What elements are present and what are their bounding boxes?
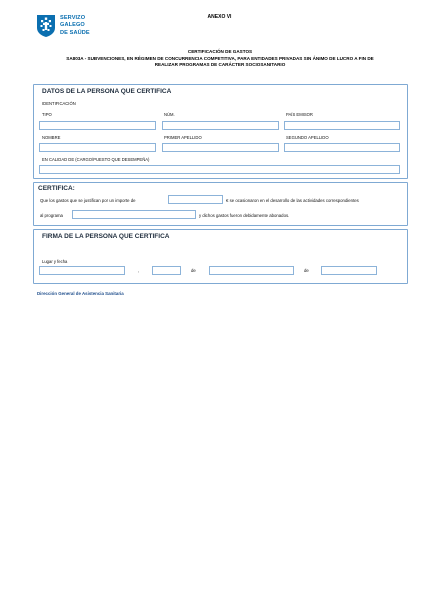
title-line-2: SA803A - SUBVENCIONES, EN RÉGIMEN DE CONCURRENCIA COMPETITIVA, PARA ENTIDADES PRIVADAS SIN ÁNIMO DE LUCRO A FIN DE bbox=[66, 55, 374, 61]
role-label: EN CALIDAD DE (CARGO/PUESTO QUE DESEMPEÑA) bbox=[42, 157, 150, 162]
number-field[interactable] bbox=[162, 121, 279, 130]
amount-field[interactable] bbox=[168, 195, 223, 204]
logo-line-3: DE SAÚDE bbox=[60, 29, 90, 36]
program-field[interactable] bbox=[72, 210, 196, 219]
certify-title: CERTIFICA: bbox=[38, 185, 75, 192]
certify-text-3: al programa bbox=[40, 213, 63, 218]
title-line-3: REALIZAR PROGRAMAS DE CARÁCTER SOCIOSANITARIO bbox=[154, 62, 286, 68]
de-text-2: de bbox=[304, 268, 309, 273]
name-label: NOMBRE bbox=[42, 135, 61, 140]
role-field[interactable] bbox=[39, 165, 400, 174]
place-field[interactable] bbox=[39, 266, 125, 275]
number-label: NÚM. bbox=[164, 112, 175, 117]
year-field[interactable] bbox=[321, 266, 377, 275]
month-field[interactable] bbox=[209, 266, 294, 275]
day-field[interactable] bbox=[152, 266, 181, 275]
certify-text-4: y dichos gastos fueron debidamente abonados. bbox=[199, 213, 290, 218]
identification-heading: IDENTIFICACIÓN bbox=[42, 101, 76, 106]
signature-title: FIRMA DE LA PERSONA QUE CERTIFICA bbox=[42, 233, 170, 240]
logo-line-2: GALEGO bbox=[60, 22, 85, 29]
comma-separator: , bbox=[138, 268, 140, 273]
surname1-label: PRIMER APELLIDO bbox=[164, 135, 202, 140]
signature-section bbox=[33, 229, 408, 284]
surname2-label: SEGUNDO APELLIDO bbox=[286, 135, 329, 140]
surname2-field[interactable] bbox=[284, 143, 400, 152]
type-field[interactable] bbox=[39, 121, 156, 130]
certify-text-2: € se ocasionaron en el desarrollo de las actividades correspondientes bbox=[226, 198, 359, 203]
certifier-section-title: DATOS DE LA PERSONA QUE CERTIFICA bbox=[42, 88, 172, 95]
de-text-1: de bbox=[191, 268, 196, 273]
certify-text-1: Que los gastos que se justifican por un importe de bbox=[40, 198, 136, 203]
document-title bbox=[40, 49, 400, 69]
country-label: PAÍS EMISOR bbox=[286, 112, 313, 117]
place-date-label: Lugar y fecha bbox=[42, 259, 68, 264]
country-field[interactable] bbox=[284, 121, 400, 130]
title-line-1: CERTIFICACIÓN DE GASTOS bbox=[187, 49, 253, 54]
footer-text: Dirección General de Asistencia Sanitaria bbox=[37, 291, 124, 296]
name-field[interactable] bbox=[39, 143, 156, 152]
certify-section bbox=[33, 182, 408, 226]
annex-title: ANEXO VI bbox=[207, 14, 232, 20]
certifier-data-section bbox=[33, 84, 408, 179]
surname1-field[interactable] bbox=[162, 143, 279, 152]
type-label: TIPO bbox=[42, 112, 52, 117]
logo-line-1: SERVIZO bbox=[60, 15, 86, 21]
